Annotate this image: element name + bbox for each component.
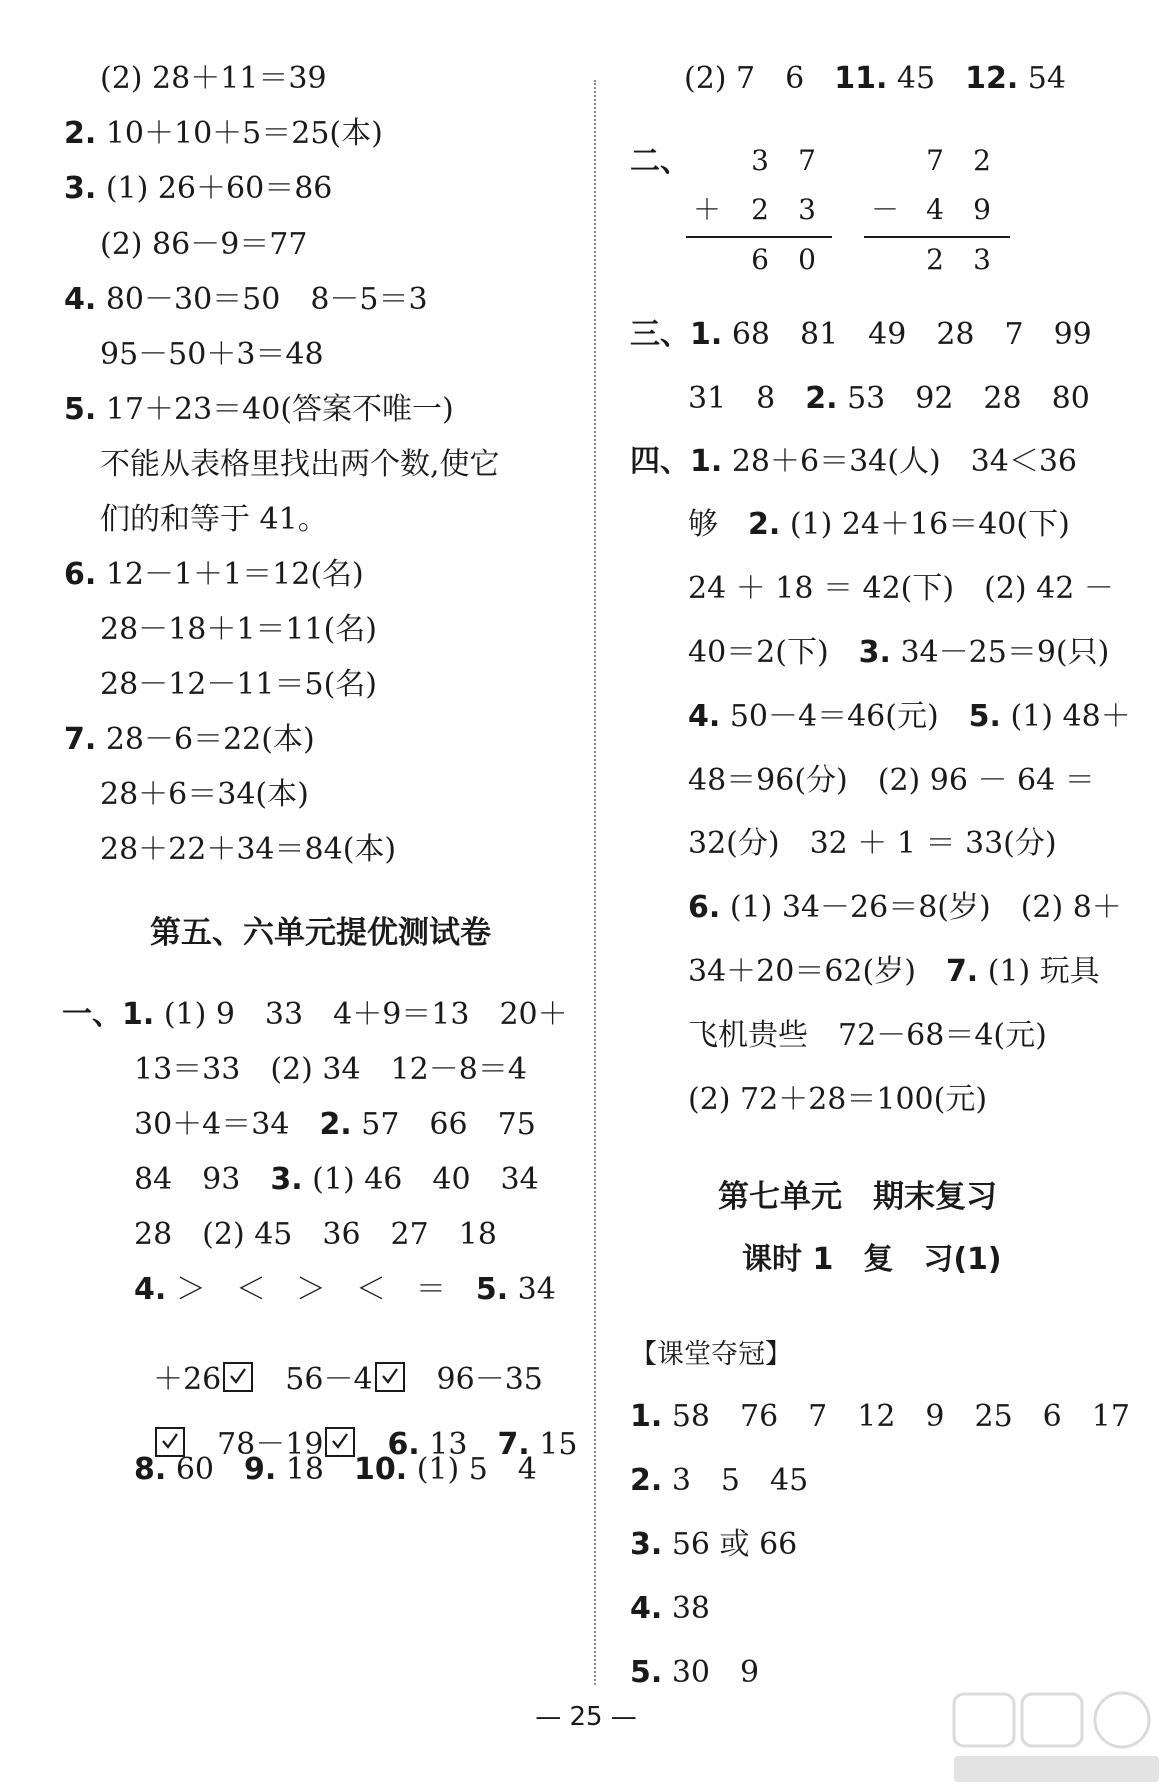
digit: 0 — [798, 243, 816, 276]
answer-line: 24 ＋ 18 ＝ 42(下) (2) 42 － — [688, 571, 1114, 606]
lesson-heading: 课时 1 复 习(1) — [742, 1242, 1002, 1277]
answer-line: 6. (1) 34－26＝8(岁) (2) 8＋ — [688, 890, 1122, 925]
digit: 6 — [751, 243, 769, 276]
answer-line: 84 93 3. (1) 46 40 34 — [134, 1162, 539, 1197]
answer-line: 32(分) 32 ＋ 1 ＝ 33(分) — [688, 826, 1057, 861]
answer-line: 一、1. (1) 9 33 4＋9＝13 20＋ — [62, 997, 568, 1032]
section-heading: 第五、六单元提优测试卷 — [150, 915, 491, 951]
watermark-logo — [950, 1690, 1165, 1786]
answer-line: 31 8 2. 53 92 28 80 — [688, 381, 1090, 416]
digit: 3 — [798, 193, 816, 226]
answer-line: 够 2. (1) 24＋16＝40(下) — [688, 507, 1070, 542]
answer-line: 30＋4＝34 2. 57 66 75 — [134, 1107, 536, 1142]
digit: 2 — [926, 243, 944, 276]
answer-line: 4. 38 — [630, 1591, 710, 1626]
digit: 4 — [926, 193, 944, 226]
answer-line: 13＝33 (2) 34 12－8＝4 — [134, 1052, 527, 1087]
answer-line: 28＋22＋34＝84(本) — [100, 832, 397, 867]
answer-line: 4. 80－30＝50 8－5＝3 — [64, 282, 428, 317]
answer-line: 们的和等于 41。 — [100, 502, 328, 537]
digit: 2 — [751, 193, 769, 226]
column-divider — [594, 80, 596, 1685]
answer-line: 48＝96(分) (2) 96 － 64 ＝ — [688, 763, 1095, 798]
answer-line: 8. 60 9. 18 10. (1) 5 4 — [134, 1452, 537, 1487]
answer-line: 28＋6＝34(本) — [100, 777, 309, 812]
sum-line — [686, 236, 832, 238]
answer-line: 飞机贵些 72－68＝4(元) — [688, 1018, 1047, 1053]
answer-line: 40＝2(下) 3. 34－25＝9(只) — [688, 635, 1110, 670]
minus-sign: － — [870, 193, 899, 226]
digit: 3 — [751, 144, 769, 177]
answer-line: 5. 30 9 — [630, 1655, 760, 1690]
digit: 9 — [973, 193, 991, 226]
unit-heading: 第七单元 期末复习 — [718, 1179, 997, 1215]
answer-line: ＋26 56－4 96－35 — [153, 1362, 543, 1397]
answer-line: 7. 28－6＝22(本) — [64, 722, 315, 757]
answer-line: 3. (1) 26＋60＝86 — [64, 171, 333, 206]
page-number: — 25 — — [535, 1702, 637, 1732]
digit: 3 — [973, 243, 991, 276]
section-number: 二、 — [630, 144, 690, 179]
answer-line: 四、1. 28＋6＝34(人) 34＜36 — [630, 444, 1078, 479]
answer-line: 95－50＋3＝48 — [100, 337, 324, 372]
checked-box-icon — [375, 1362, 405, 1392]
answer-line: (2) 86－9＝77 — [100, 227, 308, 262]
answer-line: 1. 58 76 7 12 9 25 6 17 — [630, 1399, 1130, 1434]
digit: 2 — [973, 144, 991, 177]
answer-line: 4. ＞ ＜ ＞ ＜ ＝ 5. 34 — [134, 1272, 556, 1307]
digit: 7 — [798, 144, 816, 177]
checked-box-icon — [223, 1362, 253, 1392]
answer-line: 4. 50－4＝46(元) 5. (1) 48＋ — [688, 699, 1131, 734]
answer-line: 三、1. 68 81 49 28 7 99 — [630, 317, 1092, 352]
answer-line: 28－12－11＝5(名) — [100, 667, 378, 702]
answer-line: 28－18＋1＝11(名) — [100, 612, 378, 647]
digit: 7 — [926, 144, 944, 177]
answer-line: 6. 12－1＋1＝12(名) — [64, 557, 364, 592]
difference-line — [864, 236, 1010, 238]
answer-line: 不能从表格里找出两个数,使它 — [100, 447, 500, 482]
answer-line: 2. 3 5 45 — [630, 1463, 809, 1498]
answer-line: 2. 10＋10＋5＝25(本) — [64, 116, 383, 151]
answer-line: 28 (2) 45 36 27 18 — [134, 1217, 497, 1252]
answer-line: 5. 17＋23＝40(答案不唯一) — [64, 392, 454, 427]
answer-line: (2) 7 6 11. 45 12. 54 — [684, 61, 1066, 96]
plus-sign: ＋ — [692, 193, 721, 226]
answer-line: 78－19 6. 13 7. 15 — [134, 1393, 577, 1462]
answer-line: 3. 56 或 66 — [630, 1527, 798, 1562]
section-tag: 【课堂夺冠】 — [630, 1339, 792, 1370]
answer-line: (2) 28＋11＝39 — [100, 61, 327, 96]
answer-line: 34＋20＝62(岁) 7. (1) 玩具 — [688, 954, 1100, 989]
answer-line: (2) 72＋28＝100(元) — [688, 1082, 988, 1117]
